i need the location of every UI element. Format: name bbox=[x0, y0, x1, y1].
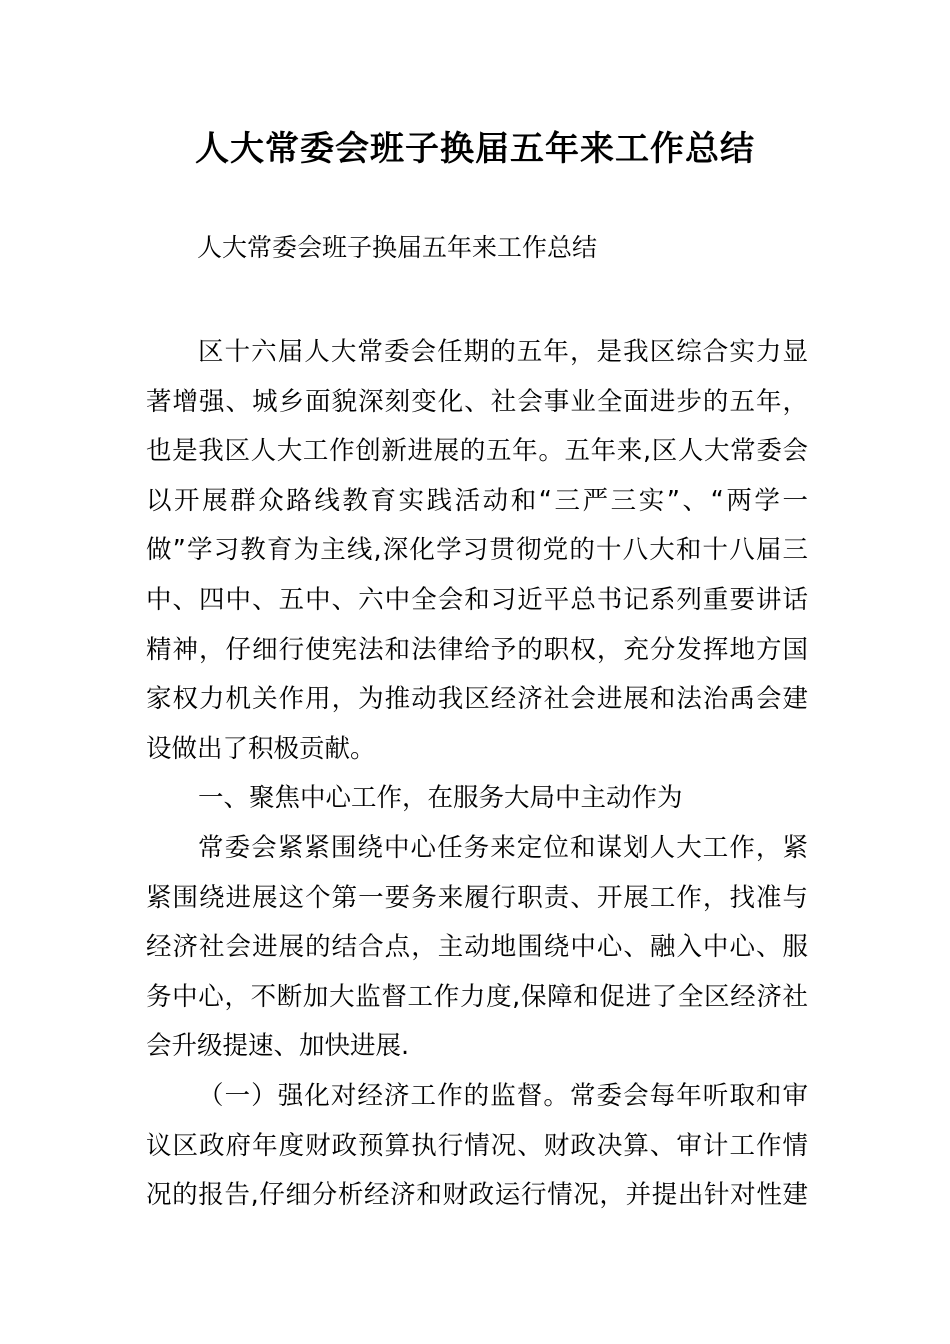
body-line: 精神，仔细行使宪法和法律给予的职权，充分发挥地方国 bbox=[146, 634, 808, 665]
body-line: 会升级提速、加快进展. bbox=[146, 1031, 410, 1062]
body-line: 紧围绕进展这个第一要务来履行职责、开展工作，找准与 bbox=[146, 882, 808, 913]
body-line: 一、聚焦中心工作，在服务大局中主动作为 bbox=[198, 783, 683, 814]
body-line: 议区政府年度财政预算执行情况、财政决算、审计工作情 bbox=[146, 1130, 808, 1161]
body-line: 设做出了积极贡献。 bbox=[146, 733, 376, 764]
body-line: 家权力机关作用，为推动我区经济社会进展和法治禹会建 bbox=[146, 684, 808, 715]
body-line: 常委会紧紧围绕中心任务来定位和谋划人大工作，紧 bbox=[198, 832, 808, 863]
body-line: 务中心，不断加大监督工作力度,保障和促进了全区经济社 bbox=[146, 981, 808, 1012]
document-title: 人大常委会班子换届五年来工作总结 bbox=[195, 129, 755, 169]
body-line: 经济社会进展的结合点，主动地围绕中心、融入中心、服 bbox=[146, 932, 808, 963]
body-line: 区十六届人大常委会任期的五年，是我区综合实力显 bbox=[198, 337, 808, 367]
document-body bbox=[146, 328, 808, 1221]
body-line: 以开展群众路线教育实践活动和“三严三实”、“两学一 bbox=[146, 485, 808, 516]
body-line: 中、四中、五中、六中全会和习近平总书记系列重要讲话 bbox=[146, 584, 808, 615]
body-line: （一）强化对经济工作的监督。常委会每年听取和审 bbox=[198, 1080, 808, 1111]
body-line: 做”学习教育为主线,深化学习贯彻党的十八大和十八届三 bbox=[146, 535, 808, 566]
body-line: 著增强、城乡面貌深刻变化、社会事业全面进步的五年， bbox=[146, 386, 808, 417]
body-line: 况的报告,仔细分析经济和财政运行情况，并提出针对性建 bbox=[146, 1180, 808, 1211]
body-line: 也是我区人大工作创新进展的五年。五年来,区人大常委会 bbox=[146, 436, 808, 467]
document-subtitle: 人大常委会班子换届五年来工作总结 bbox=[197, 233, 598, 262]
